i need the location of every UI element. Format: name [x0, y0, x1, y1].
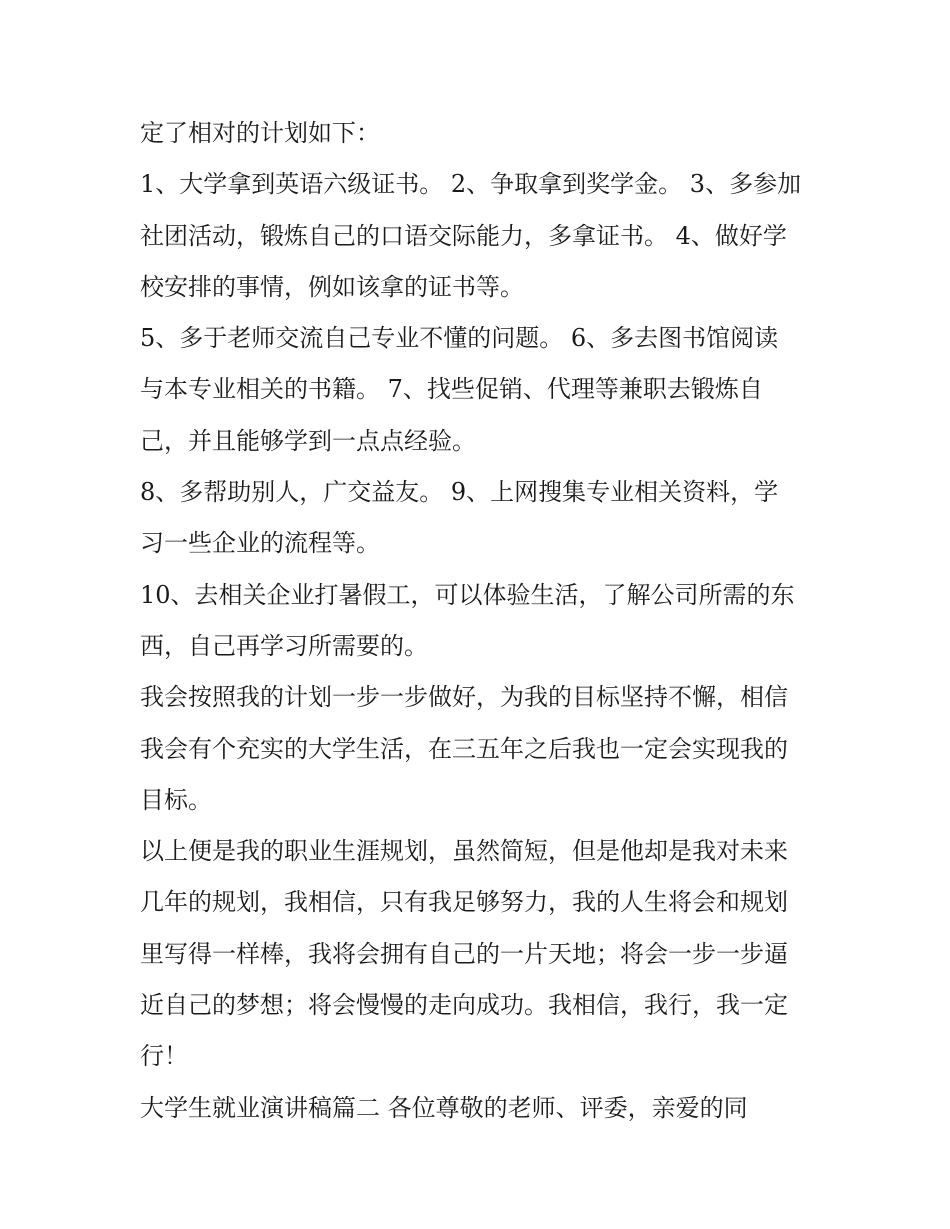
text-line: 以上便是我的职业生涯规划，虽然简短，但是他却是我对未来	[140, 837, 788, 866]
text-line: 我会有个充实的大学生活，在三五年之后我也一定会实现我的	[140, 734, 788, 763]
text-line: 几年的规划，我相信，只有我足够努力，我的人生将会和规划	[140, 888, 788, 917]
text-line: 行！	[140, 1042, 188, 1071]
text-line: 我会按照我的计划一步一步做好，为我的目标坚持不懈，相信	[140, 683, 788, 712]
text-line: 习一些企业的流程等。	[140, 529, 380, 558]
text-line: 社团活动，锻炼自己的口语交际能力，多拿证书。 4、做好学	[140, 221, 787, 250]
text-line: 5、多于老师交流自己专业不懂的问题。 6、多去图书馆阅读	[140, 324, 779, 353]
text-line: 10、去相关企业打暑假工，可以体验生活，了解公司所需的东	[140, 580, 795, 609]
text-line: 近自己的梦想；将会慢慢的走向成功。我相信，我行，我一定	[140, 991, 788, 1020]
text-line: 己，并且能够学到一点点经验。	[140, 426, 476, 455]
text-line: 1、大学拿到英语六级证书。 2、争取拿到奖学金。 3、多参加	[140, 170, 802, 199]
text-line: 8、多帮助别人，广交益友。 9、上网搜集专业相关资料，学	[140, 478, 779, 507]
text-line: 里写得一样棒，我将会拥有自己的一片天地；将会一步一步逼	[140, 939, 788, 968]
text-line: 目标。	[140, 785, 212, 814]
document-body	[140, 108, 820, 1134]
text-line: 大学生就业演讲稿篇二 各位尊敬的老师、评委，亲爱的同	[140, 1093, 748, 1122]
text-line: 校安排的事情，例如该拿的证书等。	[140, 272, 524, 301]
text-line: 与本专业相关的书籍。 7、找些促销、代理等兼职去锻炼自	[140, 375, 763, 404]
text-line: 定了相对的计划如下：	[140, 119, 380, 147]
text-line: 西，自己再学习所需要的。	[140, 631, 428, 660]
